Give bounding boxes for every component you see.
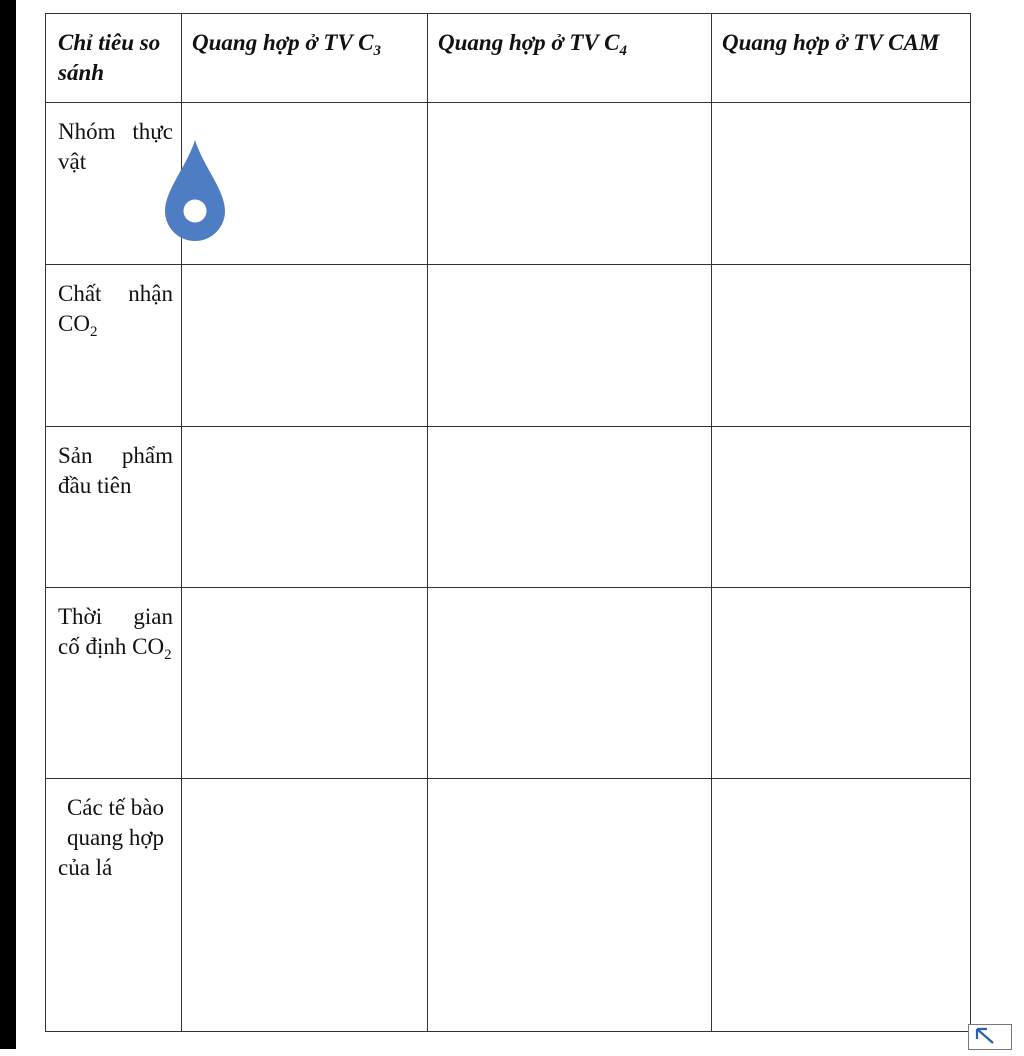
cell-c3-fixation-time[interactable] xyxy=(182,588,428,779)
cell-cam-co2-acceptor[interactable] xyxy=(712,265,971,427)
cell-cam-first-product[interactable] xyxy=(712,427,971,588)
table-row xyxy=(46,779,971,1032)
cell-c4-leaf-cells[interactable] xyxy=(428,779,712,1032)
header-criteria: Chỉ tiêu so sánh xyxy=(46,14,182,103)
cell-cam-leaf-cells[interactable] xyxy=(712,779,971,1032)
row-label-leaf-cells: Các tế bào quang hợp của lá xyxy=(46,779,182,1032)
row-label-plant-group: Nhóm thực vật xyxy=(46,103,182,265)
header-c4: Quang hợp ở TV $C_4$ xyxy=(428,14,712,103)
row-label-co2-acceptor: Chất nhận $CO_2$ xyxy=(46,265,182,427)
row-label-fixation-time: Thời gian cố định $CO_2$ xyxy=(46,588,182,779)
cell-c3-first-product[interactable] xyxy=(182,427,428,588)
cell-c4-first-product[interactable] xyxy=(428,427,712,588)
row-label-first-product: Sản phẩm đầu tiên xyxy=(46,427,182,588)
cell-c4-fixation-time[interactable] xyxy=(428,588,712,779)
header-c3: Quang hợp ở TV $C_3$ xyxy=(182,14,428,103)
cell-cam-fixation-time[interactable] xyxy=(712,588,971,779)
cell-c3-leaf-cells[interactable] xyxy=(182,779,428,1032)
header-cam: Quang hợp ở TV CAM xyxy=(712,14,971,103)
resize-arrow-icon[interactable] xyxy=(968,1024,1012,1050)
cell-c4-plant-group[interactable] xyxy=(428,103,712,265)
cell-cam-plant-group[interactable] xyxy=(712,103,971,265)
cell-c3-co2-acceptor[interactable] xyxy=(182,265,428,427)
water-drop-icon[interactable] xyxy=(161,138,229,244)
header-row xyxy=(46,14,971,103)
cell-c4-co2-acceptor[interactable] xyxy=(428,265,712,427)
table-row xyxy=(46,588,971,779)
table-row xyxy=(46,265,971,427)
left-edge-bar xyxy=(0,0,16,1049)
table-row xyxy=(46,427,971,588)
